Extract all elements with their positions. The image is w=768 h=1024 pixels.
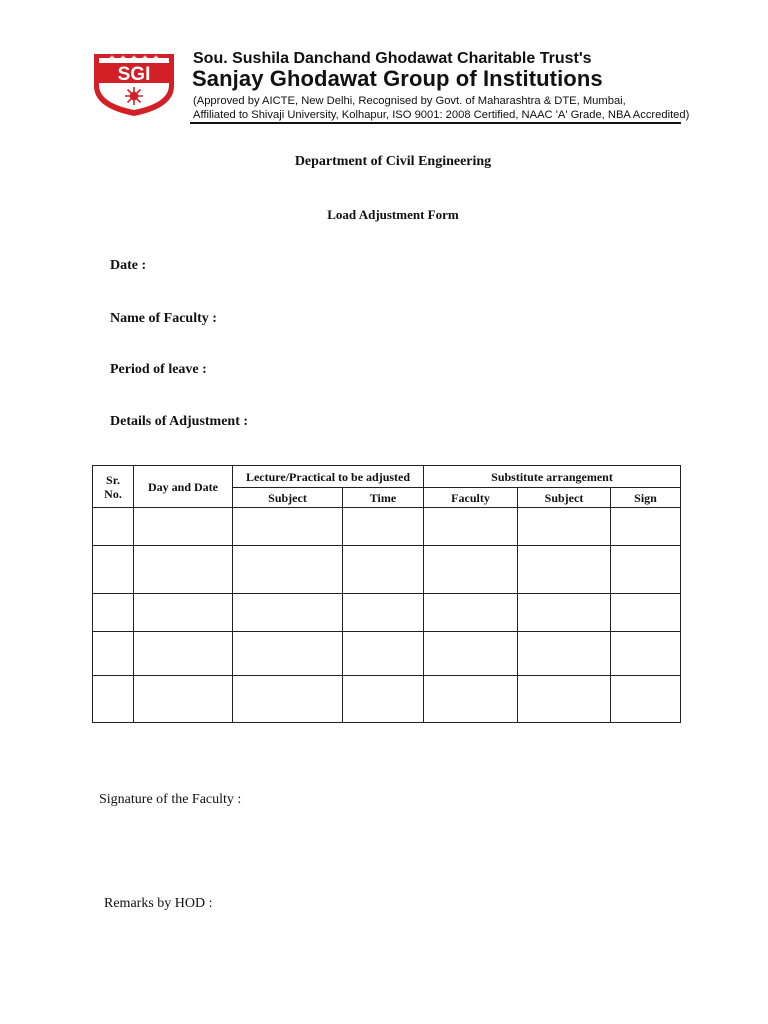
table-cell[interactable] — [134, 546, 233, 594]
table-cell[interactable] — [233, 594, 343, 632]
table-cell[interactable] — [518, 676, 611, 723]
accreditation-line-1: (Approved by AICTE, New Delhi, Recognised by Govt. of Maharashtra & DTE, Mumbai, — [193, 95, 626, 107]
table-cell[interactable] — [611, 508, 681, 546]
header-subject: Subject — [233, 488, 343, 508]
table-cell[interactable] — [611, 546, 681, 594]
table-row — [93, 676, 681, 723]
header-sign: Sign — [611, 488, 681, 508]
hod-remarks-label: Remarks by HOD : — [104, 896, 213, 911]
details-of-adjustment-label: Details of Adjustment : — [110, 414, 249, 429]
table-cell[interactable] — [343, 594, 424, 632]
table-row — [93, 546, 681, 594]
table-cell[interactable] — [424, 676, 518, 723]
faculty-name-field-label: Name of Faculty : — [110, 311, 217, 326]
accreditation-text — [193, 94, 689, 122]
sgi-logo — [92, 52, 176, 118]
header-sr-no — [93, 466, 134, 508]
header-sr-no-line-1: Sr. — [106, 472, 120, 487]
table-header-row-1 — [93, 466, 681, 488]
header-substitute-subject: Subject — [518, 488, 611, 508]
date-field-label: Date : — [110, 258, 147, 273]
svg-text:★: ★ — [141, 54, 149, 62]
svg-text:★: ★ — [130, 54, 138, 62]
table-cell[interactable] — [134, 508, 233, 546]
table-cell[interactable] — [424, 594, 518, 632]
header-day-and-date: Day and Date — [134, 466, 233, 508]
table-cell[interactable] — [233, 676, 343, 723]
table-cell[interactable] — [518, 508, 611, 546]
table-cell[interactable] — [424, 546, 518, 594]
table-cell[interactable] — [93, 632, 134, 676]
table-cell[interactable] — [343, 676, 424, 723]
table-cell[interactable] — [93, 594, 134, 632]
table-cell[interactable] — [233, 632, 343, 676]
svg-text:★: ★ — [119, 54, 127, 62]
table-cell[interactable] — [518, 546, 611, 594]
table-cell[interactable] — [518, 594, 611, 632]
header-lecture-group: Lecture/Practical to be adjusted — [233, 466, 424, 488]
svg-text:★: ★ — [152, 54, 160, 62]
table-cell[interactable] — [93, 676, 134, 723]
accreditation-line-2: Affiliated to Shivaji University, Kolhapur, ISO 9001: 2008 Certified, NAAC 'A' Grade, NBA Accredited) — [193, 109, 690, 121]
table-cell[interactable] — [424, 632, 518, 676]
header-faculty: Faculty — [424, 488, 518, 508]
table-cell[interactable] — [93, 508, 134, 546]
table-cell[interactable] — [343, 508, 424, 546]
header-substitute-group: Substitute arrangement — [424, 466, 681, 488]
table-cell[interactable] — [233, 508, 343, 546]
table-row — [93, 508, 681, 546]
trust-name: Sou. Sushila Danchand Ghodawat Charitable Trust's — [193, 50, 592, 67]
table-row — [93, 594, 681, 632]
department-title: Department of Civil Engineering — [294, 154, 492, 169]
table-cell[interactable] — [611, 632, 681, 676]
table-cell[interactable] — [518, 632, 611, 676]
svg-text:★: ★ — [108, 54, 116, 62]
logo-text: SGI — [117, 64, 151, 85]
table-cell[interactable] — [93, 546, 134, 594]
table-row — [93, 632, 681, 676]
table-cell[interactable] — [611, 676, 681, 723]
faculty-signature-label: Signature of the Faculty : — [99, 792, 242, 807]
table-body — [93, 508, 681, 723]
table-cell[interactable] — [343, 546, 424, 594]
header-sr-no-line-2: No. — [104, 486, 122, 501]
table-cell[interactable] — [134, 676, 233, 723]
adjustment-table — [92, 465, 681, 723]
table-cell[interactable] — [134, 632, 233, 676]
table-cell[interactable] — [134, 594, 233, 632]
table-cell[interactable] — [233, 546, 343, 594]
header-divider — [190, 122, 681, 124]
header-time: Time — [343, 488, 424, 508]
institution-name: Sanjay Ghodawat Group of Institutions — [192, 66, 603, 91]
form-title: Load Adjustment Form — [327, 207, 459, 222]
table-cell[interactable] — [343, 632, 424, 676]
table-cell[interactable] — [611, 594, 681, 632]
period-of-leave-field-label: Period of leave : — [110, 362, 207, 377]
table-cell[interactable] — [424, 508, 518, 546]
